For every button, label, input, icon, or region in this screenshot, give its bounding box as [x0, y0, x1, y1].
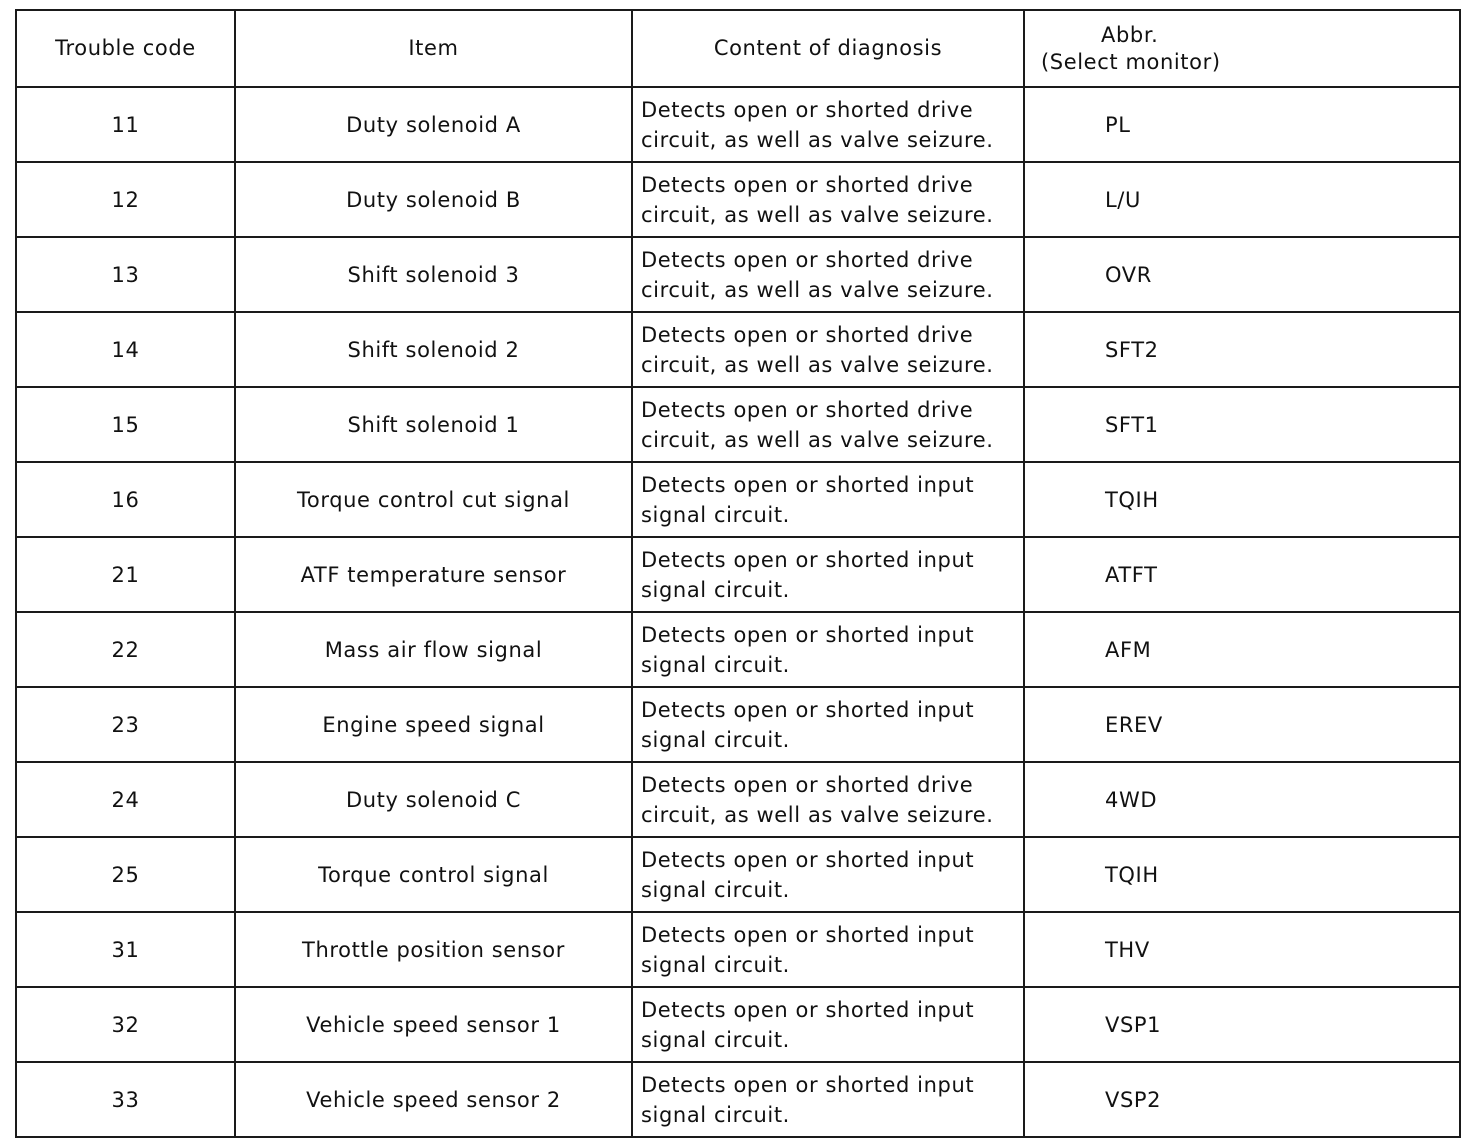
diagnosis-cell — [632, 762, 1024, 837]
table-row — [16, 387, 1460, 462]
diagnosis-line-2: signal circuit. — [641, 577, 790, 602]
diagnosis-cell — [632, 912, 1024, 987]
diagnosis-line-2: circuit, as well as valve seizure. — [641, 802, 994, 827]
diagnosis-line-1: Detects open or shorted input — [641, 847, 975, 872]
item-cell: Duty solenoid A — [235, 87, 632, 162]
trouble-code-cell: 21 — [16, 537, 235, 612]
table-row — [16, 987, 1460, 1062]
trouble-code-cell: 14 — [16, 312, 235, 387]
diagnosis-cell — [632, 387, 1024, 462]
item-cell: ATF temperature sensor — [235, 537, 632, 612]
diagnosis-cell — [632, 1062, 1024, 1137]
diagnosis-line-1: Detects open or shorted input — [641, 472, 975, 497]
diagnosis-line-2: signal circuit. — [641, 952, 790, 977]
abbr-cell: OVR — [1024, 237, 1460, 312]
header-abbr-line1: Abbr. — [1101, 22, 1159, 47]
header-content-of-diagnosis: Content of diagnosis — [632, 10, 1024, 87]
table-row — [16, 162, 1460, 237]
table-row — [16, 1062, 1460, 1137]
item-cell: Throttle position sensor — [235, 912, 632, 987]
diagnosis-cell — [632, 87, 1024, 162]
trouble-code-cell: 16 — [16, 462, 235, 537]
abbr-cell: TQIH — [1024, 462, 1460, 537]
diagnosis-cell — [632, 162, 1024, 237]
abbr-cell: 4WD — [1024, 762, 1460, 837]
diagnosis-line-1: Detects open or shorted drive — [641, 397, 974, 422]
diagnosis-cell — [632, 612, 1024, 687]
diagnosis-line-1: Detects open or shorted drive — [641, 322, 974, 347]
trouble-code-cell: 32 — [16, 987, 235, 1062]
trouble-code-cell: 12 — [16, 162, 235, 237]
trouble-code-table — [15, 9, 1461, 1138]
trouble-code-cell: 25 — [16, 837, 235, 912]
table-row — [16, 537, 1460, 612]
diagnosis-line-2: circuit, as well as valve seizure. — [641, 352, 994, 377]
diagnosis-line-2: signal circuit. — [641, 877, 790, 902]
table-row — [16, 312, 1460, 387]
diagnosis-cell — [632, 687, 1024, 762]
diagnosis-line-1: Detects open or shorted input — [641, 622, 975, 647]
trouble-code-cell: 15 — [16, 387, 235, 462]
diagnosis-cell — [632, 987, 1024, 1062]
header-trouble-code: Trouble code — [16, 10, 235, 87]
header-abbr — [1024, 10, 1460, 87]
item-cell: Shift solenoid 1 — [235, 387, 632, 462]
diagnosis-line-2: circuit, as well as valve seizure. — [641, 277, 994, 302]
table-row — [16, 762, 1460, 837]
diagnosis-line-2: signal circuit. — [641, 502, 790, 527]
table-header-row — [16, 10, 1460, 87]
table-row — [16, 612, 1460, 687]
trouble-code-cell: 11 — [16, 87, 235, 162]
abbr-cell: SFT2 — [1024, 312, 1460, 387]
diagnosis-line-2: circuit, as well as valve seizure. — [641, 202, 994, 227]
header-abbr-line2: (Select monitor) — [1041, 49, 1221, 74]
diagnosis-line-2: signal circuit. — [641, 1102, 790, 1127]
diagnosis-line-1: Detects open or shorted input — [641, 1072, 975, 1097]
table-row — [16, 87, 1460, 162]
abbr-cell: VSP2 — [1024, 1062, 1460, 1137]
diagnosis-line-1: Detects open or shorted drive — [641, 172, 974, 197]
table-row — [16, 462, 1460, 537]
abbr-cell: PL — [1024, 87, 1460, 162]
abbr-cell: THV — [1024, 912, 1460, 987]
item-cell: Torque control signal — [235, 837, 632, 912]
table-row — [16, 237, 1460, 312]
item-cell: Shift solenoid 2 — [235, 312, 632, 387]
diagnosis-line-1: Detects open or shorted input — [641, 997, 975, 1022]
trouble-code-cell: 31 — [16, 912, 235, 987]
diagnosis-cell — [632, 837, 1024, 912]
table-body — [16, 87, 1460, 1137]
diagnosis-line-2: circuit, as well as valve seizure. — [641, 127, 994, 152]
item-cell: Torque control cut signal — [235, 462, 632, 537]
diagnosis-line-2: signal circuit. — [641, 727, 790, 752]
trouble-code-cell: 23 — [16, 687, 235, 762]
item-cell: Duty solenoid C — [235, 762, 632, 837]
item-cell: Duty solenoid B — [235, 162, 632, 237]
item-cell: Vehicle speed sensor 1 — [235, 987, 632, 1062]
diagnosis-cell — [632, 462, 1024, 537]
item-cell: Engine speed signal — [235, 687, 632, 762]
diagnosis-cell — [632, 537, 1024, 612]
diagnosis-line-1: Detects open or shorted input — [641, 547, 975, 572]
abbr-cell: TQIH — [1024, 837, 1460, 912]
abbr-cell: AFM — [1024, 612, 1460, 687]
trouble-code-table-container — [15, 9, 1459, 1138]
table-row — [16, 687, 1460, 762]
table-row — [16, 912, 1460, 987]
trouble-code-cell: 22 — [16, 612, 235, 687]
diagnosis-line-1: Detects open or shorted drive — [641, 97, 974, 122]
abbr-cell: ATFT — [1024, 537, 1460, 612]
header-item: Item — [235, 10, 632, 87]
diagnosis-line-1: Detects open or shorted drive — [641, 247, 974, 272]
item-cell: Mass air flow signal — [235, 612, 632, 687]
diagnosis-line-1: Detects open or shorted input — [641, 922, 975, 947]
trouble-code-cell: 33 — [16, 1062, 235, 1137]
trouble-code-cell: 24 — [16, 762, 235, 837]
diagnosis-line-2: signal circuit. — [641, 652, 790, 677]
abbr-cell: EREV — [1024, 687, 1460, 762]
diagnosis-line-1: Detects open or shorted input — [641, 697, 975, 722]
table-row — [16, 837, 1460, 912]
diagnosis-line-2: signal circuit. — [641, 1027, 790, 1052]
diagnosis-line-2: circuit, as well as valve seizure. — [641, 427, 994, 452]
abbr-cell: L/U — [1024, 162, 1460, 237]
abbr-cell: SFT1 — [1024, 387, 1460, 462]
item-cell: Shift solenoid 3 — [235, 237, 632, 312]
diagnosis-cell — [632, 237, 1024, 312]
diagnosis-cell — [632, 312, 1024, 387]
diagnosis-line-1: Detects open or shorted drive — [641, 772, 974, 797]
trouble-code-cell: 13 — [16, 237, 235, 312]
abbr-cell: VSP1 — [1024, 987, 1460, 1062]
item-cell: Vehicle speed sensor 2 — [235, 1062, 632, 1137]
